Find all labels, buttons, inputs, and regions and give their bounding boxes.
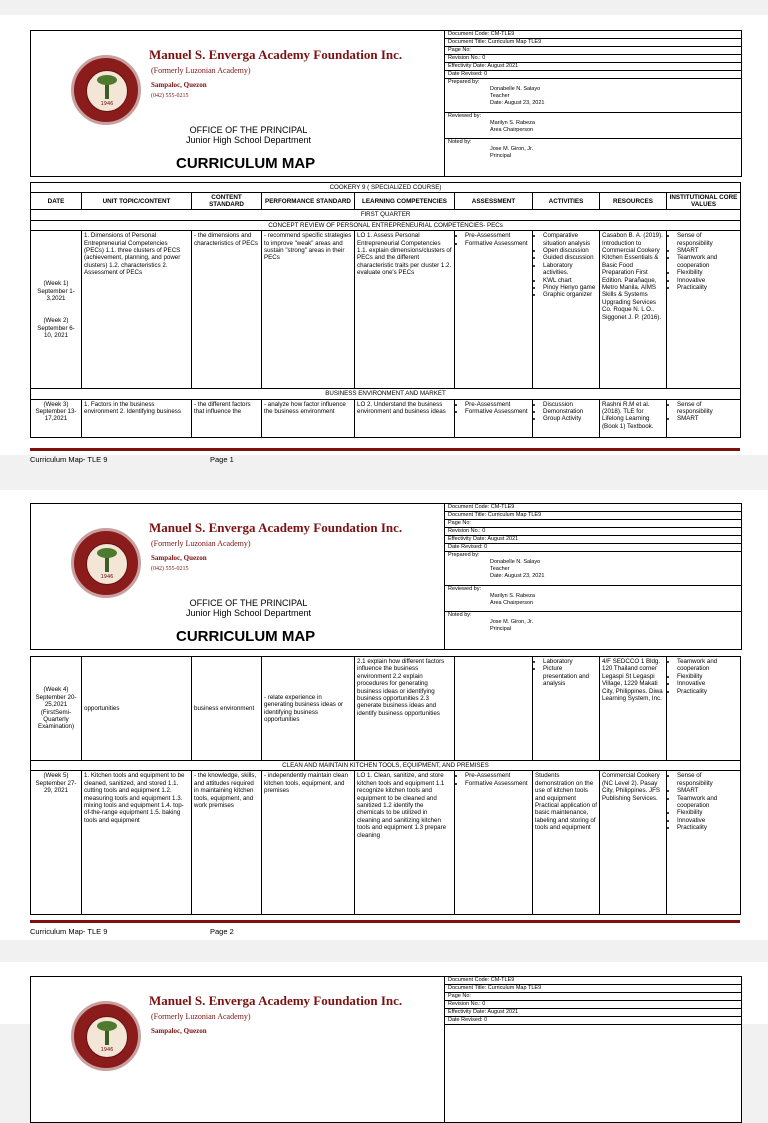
table-row: (Week 4) September 20-25,2021 (FirstSemi-Quarterly Examination) opportunities business environment - relate experience in generating business ideas or identifying business opportunities 2.1 explain how different factors influence the business environment 2.2 explain procedures for generating business ideas or identifying business opportunities 2.3 generate business ideas and identify business opportunities • Laboratory • Picture presentation and analysis 4/F SEDCCO 1 Bldg. 120 Thailand corner Legaspi St Legaspi Village, 1229 Makati City, Philippines. Diwa Learning System, Inc. • Teamwork and cooperation • Flexibility • Innovative • Practicality	[31, 657, 741, 761]
page-title: CURRICULUM MAP	[176, 628, 316, 645]
footer-label: Curriculum Map- TLE 9	[30, 927, 108, 936]
document-metadata: Document Code: CM-TLE9 Document Title: Curriculum Map TLE9 Page No: Revision No.: 0 Effectivity Date: August 2021 Date Revised: 0 Prepared by: Donabelle N. Salayo Teacher Date: August 23, 2021 Reviewed by: Marilyn S. Rabeza Area Chairperson Noted by: Jose M. Giron, Jr. Principal	[444, 504, 742, 649]
quarter-heading: FIRST QUARTER	[31, 210, 741, 220]
table-header-row: DATE UNIT TOPIC/CONTENT CONTENT STANDARD PERFORMANCE STANDARD LEARNING COMPETENCIES ASSESSMENT ACTIVITIES RESOURCES INSTITUTIONAL CORE VALUES	[31, 193, 741, 210]
footer-page-number: Page 1	[210, 455, 234, 464]
school-phone: (042) 555-0215	[151, 566, 189, 572]
document-header	[30, 30, 742, 177]
former-name: (Formerly Luzonian Academy)	[151, 1012, 251, 1021]
footer-rule	[30, 448, 740, 451]
table-row: (Week 3) September 13-17,2021 1. Factors in the business environment 2. Identifying business - the different factors that influence the - analyze how factor influence the business environment LO 2. Understand the business environment and business ideas • Pre-Assessment • Formative Assessment • Discussion • Demonstration • Group Activity Rashni R.M et al. (2018). TLE for Lifelong Learning (Book 1) Textbook. • Sense of responsibility • SMART	[31, 399, 741, 437]
school-phone: (042) 555-0215	[151, 93, 189, 99]
section-heading: BUSINESS ENVIRONMENT AND MARKET	[31, 389, 741, 399]
table-row: (Week 1) September 1-3,2021 (Week 2) September 6-10, 2021 1. Dimensions of Personal Entrepreneurial Competencies (PECs) 1.1. three clusters of PECS (achievement, planning, and power clusters) 1.2. characteristics 2. Assessment of PECs - the dimensions and characteristics of PECs - recommend specific strategies to improve "weak" areas and sustain "strong" areas in their PECs LO 1. Assess Personal Entrepreneurial Competencies 1.1. explain dimensions/clusters of PECs and the different characteristic traits per cluster 1.2. evaluate one's PECs • Pre-Assessment • Formative Assessment • Comparative situation analysis • Open discussion • Guided discussion • Laboratory activities. • KWL chart • Pinoy Henyo game • Graphic organizer Casabon B. A. (2019). Introduction to Commercial Cookery Kitchen Essentials & Basic Food Preparation First Edition. Parañaque, Metro Manila. AIMS Skills & Systems Upgrading Services Co. Roque N. L O.. Siggonet J. P. (2016). • Sense of responsibility • SMART • Teamwork and cooperation • Flexibility • Innovative • Practicality	[31, 231, 741, 389]
curriculum-table-page-2	[30, 656, 741, 915]
former-name: (Formerly Luzonian Academy)	[151, 539, 251, 548]
office-title: OFFICE OF THE PRINCIPAL Junior High School Department	[185, 598, 312, 618]
footer-rule	[30, 920, 740, 923]
document-metadata: Document Code: CM-TLE9 Document Title: Curriculum Map TLE9 Page No: Revision No.: 0 Effectivity Date: August 2021 Date Revised: 0 Prepared by: Donabelle N. Salayo Teacher Date: August 23, 2021 Reviewed by: Marilyn S. Rabeza Area Chairperson Noted by: Jose M. Giron, Jr. Principal	[444, 31, 742, 176]
office-title: OFFICE OF THE PRINCIPAL Junior High School Department	[185, 125, 312, 145]
school-name: Manuel S. Enverga Academy Foundation Inc.	[149, 47, 403, 62]
document-header	[30, 976, 742, 1123]
document-header	[30, 503, 742, 650]
table-row: (Week 5) September 27-29, 2021 1. Kitchen tools and equipment to be cleaned, sanitized, and stored 1.1. cutting tools and equipment 1.2. measuring tools and equipment 1.3. mixing tools and equipment 1.4. top-of-the-range equipment 1.5. baking tools and equipment - the knowledge, skills, and attitudes required in maintaining kitchen tools, equipment, and work premises - independently maintain clean kitchen tools, equipment, and premises LO 1. Clean, sanitize, and store kitchen tools and equipment 1.1 recognize kitchen tools and equipment to be cleaned and sanitized 1.2 identify the chemicals to be utilized in cleaning and sanitizing kitchen tools and equipment 1.3 prepare cleaning • Pre-Assessment • Formative Assessment Students demonstration on the use of kitchen tools and equipment Practical application of basic maintenance, labeling and storing of tools and equipment Commercial Cookery (NC Level 2). Pasay City, Philippines. JFS Publishing Services. • Sense of responsibility • SMART • Teamwork and cooperation • Flexibility • Innovative • Practicality	[31, 771, 741, 915]
section-heading: CLEAN AND MAINTAIN KITCHEN TOOLS, EQUIPMENT, AND PREMISES	[31, 761, 741, 771]
school-seal-icon: 1946	[71, 55, 141, 125]
footer-label: Curriculum Map- TLE 9	[30, 455, 108, 464]
school-name: Manuel S. Enverga Academy Foundation Inc.	[149, 993, 403, 1008]
footer-page-number: Page 2	[210, 927, 234, 936]
document-metadata: Document Code: CM-TLE9 Document Title: Curriculum Map TLE9 Page No: Revision No.: 0 Effectivity Date: August 2021 Date Revised: 0	[444, 977, 742, 1122]
former-name: (Formerly Luzonian Academy)	[151, 66, 251, 75]
school-address: Sampaloc, Quezon	[151, 81, 207, 89]
school-name: Manuel S. Enverga Academy Foundation Inc.	[149, 520, 403, 535]
curriculum-table-page-1	[30, 182, 741, 438]
course-title: COOKERY 9 ( SPECIALIZED COURSE)	[31, 183, 741, 193]
school-seal-icon: 1946	[71, 528, 141, 598]
page-title: CURRICULUM MAP	[176, 155, 316, 172]
school-address: Sampaloc, Quezon	[151, 1027, 207, 1035]
school-address: Sampaloc, Quezon	[151, 554, 207, 562]
school-seal-icon: 1946	[71, 1001, 141, 1071]
section-heading: CONCEPT REVIEW OF PERSONAL ENTREPRENEURIAL COMPETENCIES- PECs	[31, 220, 741, 230]
